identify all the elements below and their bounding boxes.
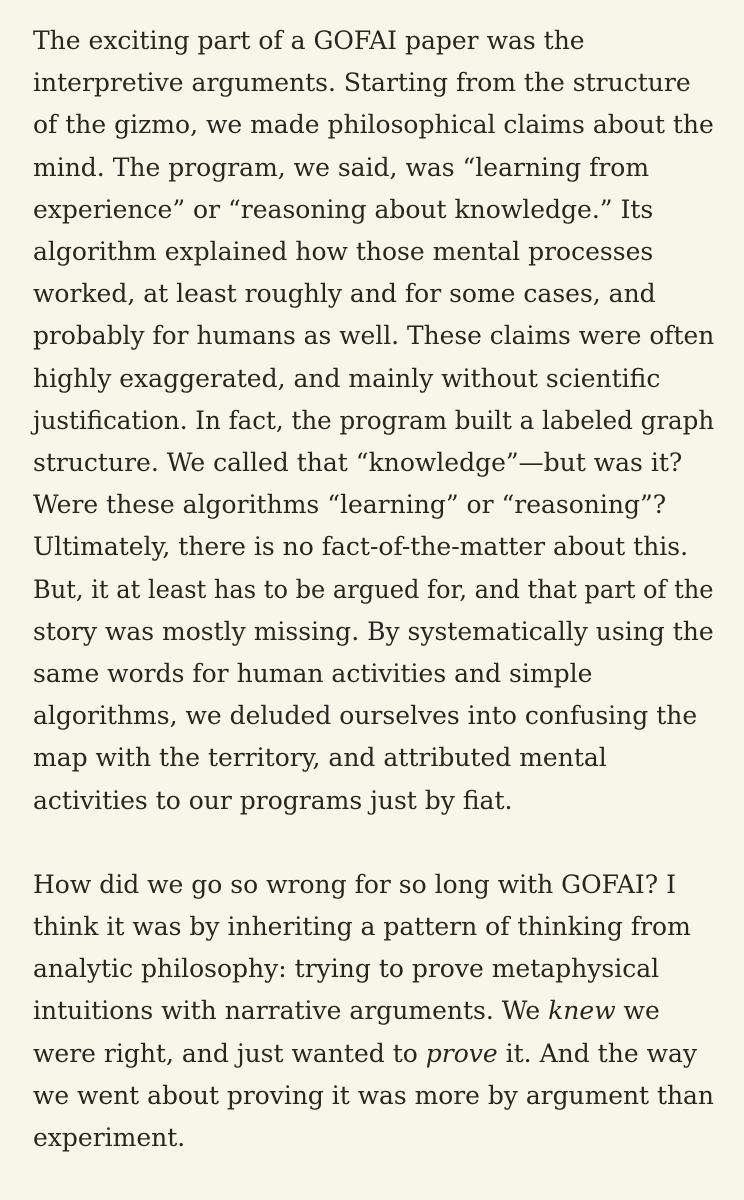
text-line: mind. The program, we said, was “learning from [33, 152, 650, 182]
text-line: think it was by inheriting a pattern of thinking from [33, 912, 691, 942]
text-line: justification. In fact, the program built a labeled graph [33, 405, 715, 435]
text-line [33, 990, 714, 1032]
text-line: same words for human activities and simple [33, 659, 593, 689]
text-segment: it. And the way [497, 1038, 697, 1068]
text-segment: we [615, 996, 660, 1026]
text-line [33, 1033, 714, 1075]
text-line: structure. We called that “knowledge”—but was it? [33, 448, 683, 478]
text-line: How did we go so wrong for so long with GOFAI? I [33, 869, 676, 899]
paragraph-gofai-interpretive-arguments [33, 20, 714, 822]
text-line: experience” or “reasoning about knowledge.” Its [33, 194, 654, 224]
text-line: Ultimately, there is no fact-of-the-matter about this. [33, 532, 689, 562]
text-line: experiment. [33, 1123, 186, 1153]
text-line: But, it at least has to be argued for, and that part of the [33, 574, 714, 604]
text-line: story was mostly missing. By systematically using the [33, 616, 714, 646]
text-line: map with the territory, and attributed mental [33, 743, 607, 773]
text-line: interpretive arguments. Starting from the structure [33, 68, 691, 98]
text-line: The exciting part of a GOFAI paper was the [33, 26, 585, 55]
emphasis-prove: prove [425, 1038, 498, 1068]
text-line: activities to our programs just by fiat. [33, 785, 513, 815]
text-line: algorithm explained how those mental processes [33, 237, 654, 267]
text-line: of the gizmo, we made philosophical claims about the [33, 110, 714, 140]
paragraph-spacer [33, 822, 714, 864]
emphasis-knew: knew [548, 996, 616, 1026]
text-line: probably for humans as well. These claims were often [33, 321, 715, 351]
text-line: Were these algorithms “learning” or “reasoning”? [33, 490, 667, 520]
text-line: worked, at least roughly and for some cases, and [33, 279, 656, 309]
text-line: we went about proving it was more by argument than [33, 1080, 714, 1110]
text-line: highly exaggerated, and mainly without scientific [33, 363, 661, 393]
text-line: analytic philosophy: trying to prove metaphysical [33, 954, 660, 984]
text-line: algorithms, we deluded ourselves into confusing the [33, 701, 698, 731]
text-segment: were right, and just wanted to [33, 1038, 426, 1068]
paragraph-how-did-we-go-wrong [33, 864, 714, 1159]
text-segment: intuitions with narrative arguments. We [33, 996, 549, 1026]
